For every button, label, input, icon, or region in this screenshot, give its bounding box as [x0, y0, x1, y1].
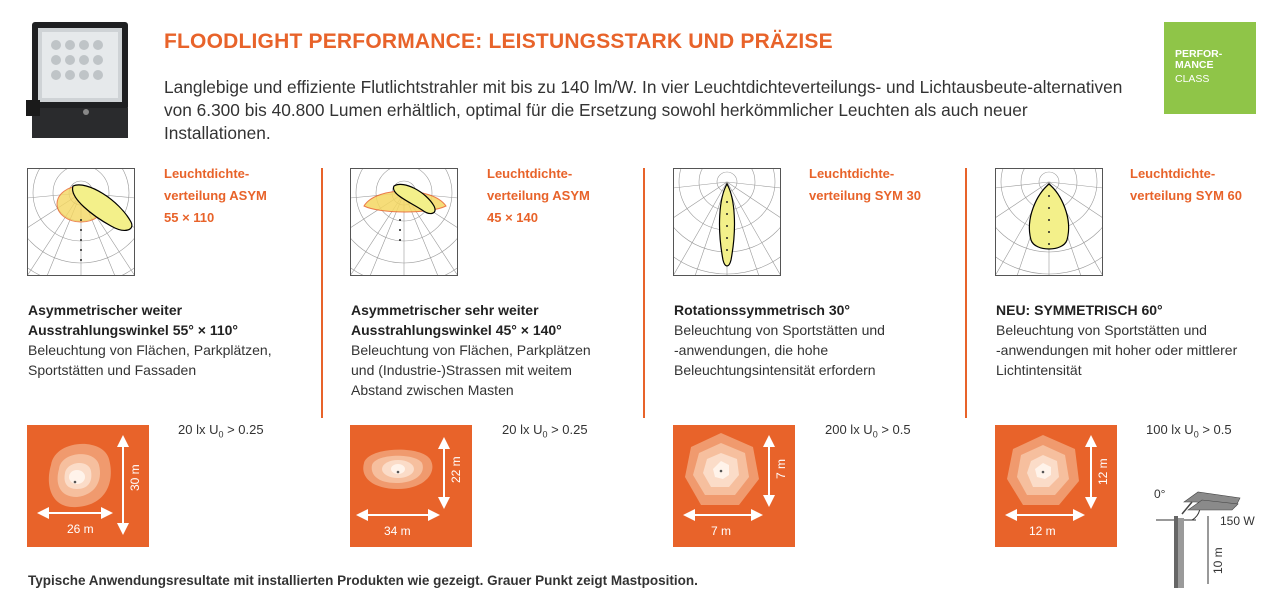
footnote: Typische Anwendungsresultate mit installierten Produkten wie gezeigt. Grauer Punkt zeigt Mastposition.	[28, 573, 698, 588]
width-dimension-label: 34 m	[384, 524, 411, 538]
distribution-label	[164, 163, 267, 229]
distribution-label-line1: Leuchtdichte-	[487, 166, 573, 181]
mast-angle-label: 0°	[1154, 487, 1166, 501]
result-text: 200 lx U	[825, 422, 873, 437]
column-description-line2: -anwendungen, die hohe	[674, 342, 829, 358]
distribution-label-line3: 55 × 110	[164, 210, 215, 225]
column-divider	[321, 168, 323, 418]
result-label	[1146, 422, 1232, 440]
column-description	[674, 320, 885, 380]
height-dimension-label: 30 m	[128, 464, 142, 491]
column-heading-line1: NEU: SYMMETRISCH 60°	[996, 302, 1163, 318]
column-description-line1: Beleuchtung von Sportstätten und	[996, 322, 1207, 338]
column-description-line2: und (Industrie-)Strassen mit weitem	[351, 362, 572, 378]
column-divider	[643, 168, 645, 418]
floodlight-product-image	[24, 20, 136, 142]
mast-power-label: 150 W	[1220, 514, 1255, 528]
result-text: 20 lx U	[502, 422, 543, 437]
illuminance-plot-1	[27, 425, 149, 547]
distribution-label-line1: Leuchtdichte-	[1130, 166, 1216, 181]
column-heading-line1: Asymmetrischer weiter	[28, 302, 183, 318]
result-tail: > 0.25	[547, 422, 588, 437]
column-heading	[351, 300, 562, 340]
height-dimension-label: 7 m	[774, 458, 788, 479]
distribution-label-line2: verteilung ASYM	[164, 188, 267, 203]
column-description-line1: Beleuchtung von Flächen, Parkplätzen	[351, 342, 591, 358]
column-heading-line2: Ausstrahlungswinkel 55° × 110°	[28, 322, 239, 338]
column-description-line3: Beleuchtungsintensität erfordern	[674, 362, 876, 378]
column-description-line1: Beleuchtung von Sportstätten und	[674, 322, 885, 338]
column-description-line3: Abstand zwischen Masten	[351, 382, 514, 398]
intro-text: Langlebige und effiziente Flutlichtstrahler mit bis zu 140 lm/W. In vier Leuchtdichteverteilungs- und Lichtausbeute-alternativen von 6.300 bis 40.800 Lumen erhältlich, optimal für die Ersetzung sowohl herkömmlicher Leuchten als auch neuer Installationen.	[164, 77, 1123, 143]
result-tail: > 0.5	[877, 422, 911, 437]
column-heading	[674, 300, 850, 320]
distribution-label	[809, 163, 921, 207]
distribution-label-line2: verteilung SYM 60	[1130, 188, 1242, 203]
result-label	[178, 422, 264, 440]
column-description-line2: Sportstätten und Fassaden	[28, 362, 197, 378]
mast-illustration	[1148, 480, 1260, 590]
column-divider	[965, 168, 967, 418]
result-subscript: 0	[1193, 429, 1199, 440]
illuminance-plot-3	[673, 425, 795, 547]
result-subscript: 0	[542, 429, 548, 440]
column-heading	[28, 300, 238, 340]
performance-class-badge	[1164, 22, 1256, 114]
distribution-label-line1: Leuchtdichte-	[809, 166, 895, 181]
result-label	[825, 422, 911, 440]
distribution-label	[1130, 163, 1242, 207]
result-tail: > 0.25	[223, 422, 264, 437]
result-text: 20 lx U	[178, 422, 219, 437]
column-description-line1: Beleuchtung von Flächen, Parkplätzen,	[28, 342, 272, 358]
result-subscript: 0	[872, 429, 878, 440]
column-heading-line1: Asymmetrischer sehr weiter	[351, 302, 539, 318]
width-dimension-label: 12 m	[1029, 524, 1056, 538]
polar-diagram-sym-30	[673, 168, 781, 276]
result-label	[502, 422, 588, 440]
height-dimension-label: 22 m	[449, 456, 463, 483]
illuminance-plot-4	[995, 425, 1117, 547]
distribution-label-line2: verteilung SYM 30	[809, 188, 921, 203]
height-dimension-label: 12 m	[1096, 458, 1110, 485]
distribution-label-line2: verteilung ASYM	[487, 188, 590, 203]
width-dimension-label: 7 m	[711, 524, 732, 538]
column-heading-line1: Rotationssymmetrisch 30°	[674, 302, 850, 318]
polar-diagram-sym-60	[995, 168, 1103, 276]
distribution-label-line1: Leuchtdichte-	[164, 166, 250, 181]
column-heading-line2: Ausstrahlungswinkel 45° × 140°	[351, 322, 562, 338]
badge-line3: CLASS	[1175, 73, 1210, 85]
distribution-label	[487, 163, 590, 229]
width-dimension-label: 26 m	[67, 522, 94, 536]
column-description-line2: -anwendungen mit hoher oder mittlerer	[996, 342, 1238, 358]
mast-height-label: 10 m	[1211, 547, 1225, 574]
column-description	[28, 340, 272, 380]
illuminance-plot-2	[350, 425, 472, 547]
polar-diagram-asym-45x140	[350, 168, 458, 276]
result-text: 100 lx U	[1146, 422, 1194, 437]
distribution-label-line3: 45 × 140	[487, 210, 538, 225]
column-heading	[996, 300, 1163, 320]
column-description	[351, 340, 591, 400]
column-description	[996, 320, 1237, 380]
page-title: FLOODLIGHT PERFORMANCE: LEISTUNGSSTARK UND PRÄZISE	[164, 30, 833, 53]
badge-line1: PERFOR-	[1175, 48, 1223, 60]
polar-diagram-asym-55x110	[27, 168, 135, 276]
result-subscript: 0	[218, 429, 224, 440]
badge-line2: MANCE	[1175, 59, 1214, 71]
column-description-line3: Lichtintensität	[996, 362, 1082, 378]
result-tail: > 0.5	[1198, 422, 1232, 437]
